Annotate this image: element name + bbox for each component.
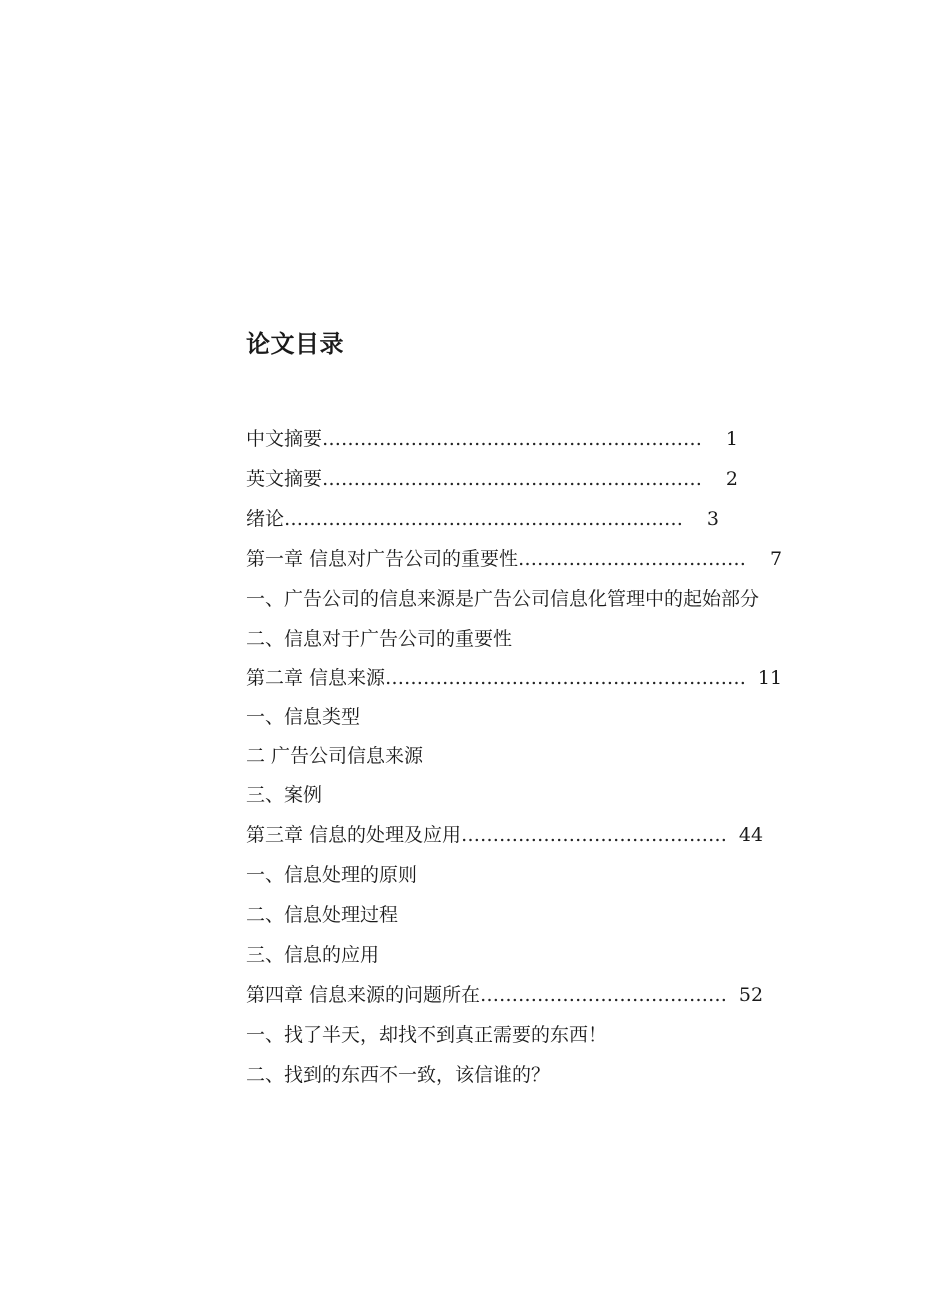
toc-entry-label: 一、广告公司的信息来源是广告公司信息化管理中的起始部分 [246,588,760,610]
toc-leader-dots: ……………………………… [518,548,747,570]
toc-page-number: 7 [769,548,783,570]
toc-entry[interactable] [246,1055,806,1095]
toc-leader-dots: …………………………………………………… [322,428,703,450]
toc-page-number: 3 [706,508,720,530]
toc-entry-label: 第三章 信息的处理及应用 [246,824,462,846]
toc-entry[interactable] [246,499,806,539]
toc-entry-label: 一、信息类型 [246,706,361,728]
toc-leader-dots: ……………………………………………………… [284,508,684,530]
toc-entry-label: 二、信息处理过程 [246,904,399,926]
toc-leader-dots: …………………………………………………… [322,468,703,490]
toc-entry[interactable] [246,935,806,975]
toc-entry-label: 二、信息对于广告公司的重要性 [246,628,513,650]
toc-leader-dots: ………………………………………………… [385,667,747,689]
toc-entry[interactable] [246,855,806,895]
toc-entry-label: 第二章 信息来源 [246,667,386,689]
toc-entry[interactable] [246,619,806,659]
toc-page-number: 11 [757,667,783,689]
toc-entry[interactable] [246,539,806,579]
toc-page-number: 52 [738,984,764,1006]
toc-entry-label: 二 广告公司信息来源 [246,745,424,767]
toc-entry[interactable] [246,698,806,737]
toc-entry-label: 三、信息的应用 [246,944,380,966]
toc-leader-dots: …………………………………… [461,824,728,846]
toc-entry[interactable] [246,579,806,619]
toc-entry-label: 一、信息处理的原则 [246,864,418,886]
toc-entry-label: 二、找到的东西不一致，该信谁的？ [246,1064,551,1086]
toc-entry-label: 第一章 信息对广告公司的重要性 [246,548,519,570]
toc-page-number: 44 [738,824,764,846]
toc-entry[interactable] [246,975,806,1015]
toc-entry[interactable] [246,895,806,935]
toc-entry[interactable] [246,1015,806,1055]
toc-entry[interactable] [246,737,806,776]
toc-leader-dots: ………………………………… [480,984,728,1006]
toc-entry[interactable] [246,776,806,815]
toc-entry-label: 一、找了半天，却找不到真正需要的东西！ [246,1024,608,1046]
toc-entry[interactable] [246,815,806,855]
toc-entry[interactable] [246,419,806,459]
toc-entry[interactable] [246,459,806,499]
toc-title: 论文目录 [246,330,344,358]
toc-entry[interactable] [246,659,806,698]
toc-entry-label: 英文摘要 [246,468,323,490]
toc-entry-label: 三、案例 [246,784,323,806]
toc-entry-label: 第四章 信息来源的问题所在 [246,984,481,1006]
toc-list [246,419,806,1095]
toc-entry-label: 绪论 [246,508,285,530]
toc-page-number: 1 [725,428,739,450]
toc-entry-label: 中文摘要 [246,428,323,450]
toc-page-number: 2 [725,468,739,490]
